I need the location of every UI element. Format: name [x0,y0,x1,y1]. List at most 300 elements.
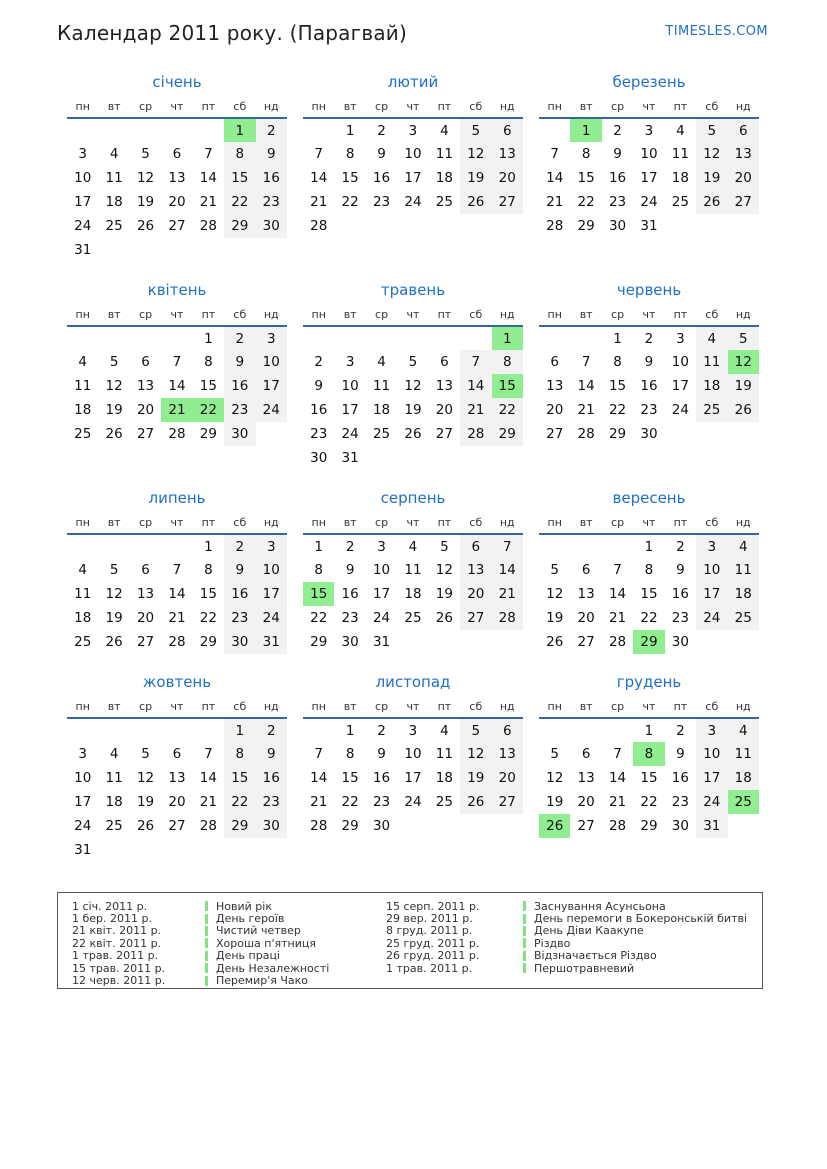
day-cell: 23 [224,606,255,630]
day-cell: 1 [345,722,355,739]
empty-day-cell [98,838,129,862]
day-cell: 12 [460,142,491,166]
day-cell: 22 [224,790,255,814]
holiday-tick-icon [523,914,526,924]
day-cell: 15 [577,170,595,186]
day-cell: 16 [224,374,255,398]
week-row [539,814,759,838]
day-cell: 2 [377,722,386,739]
legend-holiday [205,974,308,987]
day-cell: 20 [492,166,523,190]
day-cell: 16 [640,378,658,394]
empty-day-cell [602,718,633,742]
legend-holiday [523,912,747,925]
empty-day-cell [130,534,161,558]
empty-day-cell [539,534,570,558]
day-cell: 13 [460,558,491,582]
day-cell: 21 [608,610,627,626]
weekday-header: пн [67,512,98,534]
day-cell: 3 [256,326,287,350]
weekday-header: сб [696,512,727,534]
weekday-header: нд [256,304,287,326]
day-cell: 20 [136,610,155,626]
month-block-7 [67,488,287,654]
day-cell: 20 [577,610,595,626]
day-cell: 19 [546,610,564,626]
day-cell: 25 [435,794,453,810]
day-cell: 31 [372,634,391,650]
day-cell: 14 [310,170,328,186]
empty-day-cell [665,214,696,238]
holiday-day-cell: 15 [303,582,334,606]
month-block-9 [539,488,759,654]
legend-row [386,900,762,912]
day-cell: 17 [696,766,727,790]
weekday-header: сб [224,696,255,718]
day-cell: 25 [435,194,453,210]
day-cell: 16 [372,770,391,786]
empty-day-cell [161,326,192,350]
legend-holiday-name: Хороша п'ятниця [216,936,316,950]
empty-day-cell [492,630,523,654]
day-cell: 2 [676,722,685,739]
weekday-header: вт [570,512,601,534]
month-table [67,304,287,446]
day-cell: 16 [256,766,287,790]
day-cell: 12 [136,170,155,186]
holiday-day-cell: 8 [633,742,664,766]
empty-day-cell [67,118,98,142]
day-cell: 31 [696,814,727,838]
holiday-tick-icon [205,914,208,924]
day-cell: 18 [105,194,123,210]
empty-day-cell [130,718,161,742]
day-cell: 22 [224,190,255,214]
month-title: лютий [387,73,439,91]
weekday-header: нд [492,96,523,118]
weekday-header: чт [397,512,428,534]
week-row [67,422,287,446]
months-grid [67,72,759,862]
day-cell: 19 [460,166,491,190]
weekday-header: ср [602,696,633,718]
day-cell: 29 [199,634,217,650]
day-cell: 8 [613,354,622,370]
day-cell: 22 [310,610,328,626]
week-row [303,582,523,606]
empty-day-cell [193,238,224,262]
day-cell: 30 [671,818,689,834]
day-cell: 14 [608,586,627,602]
holiday-day-cell: 26 [539,814,570,838]
day-cell: 11 [671,146,689,162]
weekday-header: ср [366,304,397,326]
day-cell: 7 [172,562,182,578]
weekday-header-row [539,696,759,718]
day-cell: 19 [136,194,155,210]
holiday-tick-icon [205,926,208,936]
day-cell: 16 [341,586,359,602]
day-cell: 13 [546,378,564,394]
empty-day-cell [303,718,334,742]
empty-day-cell [366,214,397,238]
weekday-header: сб [460,696,491,718]
day-cell: 24 [341,426,359,442]
day-cell: 29 [341,818,359,834]
day-cell: 31 [74,242,92,258]
weekday-header: ср [602,512,633,534]
day-cell: 12 [546,586,564,602]
legend-date: 26 груд. 2011 р. [386,949,480,963]
weekday-header: вт [98,304,129,326]
holiday-tick-icon [205,963,208,973]
day-cell: 23 [256,790,287,814]
day-cell: 15 [640,770,658,786]
day-cell: 3 [676,330,685,347]
weekday-header: пн [303,304,334,326]
day-cell: 15 [199,378,217,394]
day-cell: 22 [640,610,658,626]
day-cell: 18 [404,586,422,602]
day-cell: 21 [199,194,217,210]
day-cell: 2 [644,330,654,347]
day-cell: 28 [199,818,217,834]
week-row [539,214,759,238]
day-cell: 4 [728,718,759,742]
day-cell: 30 [224,630,255,654]
weekday-header-row [67,696,287,718]
legend-date: 12 черв. 2011 р. [72,974,166,988]
day-cell: 9 [676,562,685,578]
holidays-legend [57,892,763,989]
week-row [67,582,287,606]
legend-row [72,912,386,924]
day-cell: 25 [671,194,689,210]
month-table [539,696,759,838]
weekday-header: сб [460,512,491,534]
day-cell: 20 [435,402,453,418]
day-cell: 21 [460,398,491,422]
day-cell: 1 [613,330,622,347]
legend-row [72,950,386,962]
day-cell: 12 [546,770,564,786]
legend-holiday [523,949,657,962]
weekday-header-row [539,96,759,118]
empty-day-cell [728,214,759,238]
day-cell: 13 [728,142,759,166]
day-cell: 10 [404,146,422,162]
legend-date: 1 січ. 2011 р. [72,899,148,913]
legend-holiday-name: Заснування Асунсьона [534,899,666,913]
legend-holiday-name: День праці [216,949,280,963]
weekday-header: чт [633,512,664,534]
legend-holiday [523,962,634,975]
empty-day-cell [492,814,523,838]
day-cell: 12 [460,742,491,766]
weekday-header: нд [728,304,759,326]
day-cell: 22 [608,402,627,418]
day-cell: 22 [341,194,359,210]
day-cell: 5 [550,746,559,762]
weekday-header: вт [334,696,365,718]
week-row [67,742,287,766]
day-cell: 27 [136,426,155,442]
day-cell: 26 [696,190,727,214]
day-cell: 9 [377,746,386,762]
week-row [539,118,759,142]
empty-day-cell [460,214,491,238]
day-cell: 4 [696,326,727,350]
week-row [539,582,759,606]
day-cell: 9 [644,354,654,370]
month-block-2 [303,72,523,238]
day-cell: 10 [74,170,92,186]
weekday-header-row [539,304,759,326]
holiday-day-cell: 22 [193,398,224,422]
legend-row [72,900,386,912]
week-row [67,374,287,398]
day-cell: 25 [728,606,759,630]
day-cell: 10 [256,558,287,582]
holiday-tick-icon [523,938,526,948]
week-row [539,766,759,790]
month-title: листопад [375,673,451,691]
empty-day-cell [397,214,428,238]
day-cell: 11 [728,742,759,766]
legend-holiday-name: Новий рік [216,899,272,913]
site-link[interactable]: TIMESLES.COM [665,24,768,39]
day-cell: 4 [408,538,418,555]
day-cell: 18 [671,170,689,186]
day-cell: 11 [696,350,727,374]
weekday-header: пт [429,512,460,534]
day-cell: 1 [314,538,323,555]
weekday-header: сб [224,304,255,326]
empty-day-cell [256,838,287,862]
legend-holiday-name: Відзначається Різдво [534,949,657,963]
weekday-header: пт [429,96,460,118]
day-cell: 18 [435,170,453,186]
day-cell: 24 [404,794,422,810]
week-row [303,190,523,214]
weekday-header: пт [665,304,696,326]
day-cell: 3 [78,746,87,762]
day-cell: 4 [109,746,119,762]
weekday-header: пт [429,696,460,718]
weekday-header-row [303,304,523,326]
weekday-header-row [67,512,287,534]
week-row [67,238,287,262]
empty-day-cell [366,446,397,470]
weekday-header: пт [193,512,224,534]
empty-day-cell [67,326,98,350]
empty-day-cell [602,534,633,558]
month-table [67,512,287,654]
day-cell: 15 [199,586,217,602]
empty-day-cell [460,446,491,470]
day-cell: 3 [377,538,386,555]
legend-row [386,962,762,974]
month-block-10 [67,672,287,862]
empty-day-cell [161,238,192,262]
week-row [539,142,759,166]
day-cell: 29 [199,426,217,442]
weekday-header: пн [67,304,98,326]
day-cell: 7 [613,562,622,578]
day-cell: 12 [696,142,727,166]
month-table [539,96,759,238]
day-cell: 20 [460,582,491,606]
day-cell: 29 [310,634,328,650]
day-cell: 26 [546,634,564,650]
day-cell: 20 [168,794,186,810]
week-row [67,534,287,558]
day-cell: 21 [608,794,627,810]
day-cell: 15 [224,766,255,790]
legend-date: 21 квіт. 2011 р. [72,924,162,938]
day-cell: 6 [581,562,591,578]
day-cell: 29 [608,426,627,442]
day-cell: 9 [256,742,287,766]
day-cell: 18 [105,794,123,810]
week-row [303,534,523,558]
empty-day-cell [429,446,460,470]
weekday-header: ср [130,512,161,534]
day-cell: 9 [224,558,255,582]
day-cell: 28 [608,818,627,834]
day-cell: 31 [640,218,658,234]
day-cell: 22 [492,398,523,422]
weekday-header: нд [492,304,523,326]
day-cell: 13 [577,770,595,786]
day-cell: 14 [168,586,186,602]
legend-date: 25 груд. 2011 р. [386,936,480,950]
day-cell: 31 [74,842,92,858]
empty-day-cell [256,238,287,262]
day-cell: 11 [74,378,92,394]
day-cell: 18 [696,374,727,398]
day-cell: 10 [404,746,422,762]
holiday-tick-icon [205,938,208,948]
day-cell: 6 [141,354,150,370]
day-cell: 2 [224,326,255,350]
day-cell: 23 [608,194,627,210]
day-cell: 23 [310,426,328,442]
empty-day-cell [696,630,727,654]
weekday-header: пн [303,512,334,534]
week-row [67,630,287,654]
day-cell: 24 [696,790,727,814]
day-cell: 9 [224,350,255,374]
day-cell: 24 [372,610,391,626]
legend-holiday-name: День Діви Каакупе [534,924,644,938]
day-cell: 7 [204,146,213,162]
day-cell: 20 [136,402,155,418]
day-cell: 4 [728,534,759,558]
day-cell: 20 [577,794,595,810]
legend-holiday [523,937,570,950]
day-cell: 7 [492,534,523,558]
empty-day-cell [334,214,365,238]
day-cell: 27 [136,634,155,650]
day-cell: 16 [310,402,328,418]
weekday-header-row [67,96,287,118]
legend-holiday [205,937,316,950]
week-row [67,142,287,166]
empty-day-cell [696,214,727,238]
day-cell: 18 [728,582,759,606]
weekday-header: пт [429,304,460,326]
day-cell: 2 [256,718,287,742]
week-row [67,718,287,742]
day-cell: 1 [644,722,654,739]
week-row [303,374,523,398]
week-row [67,190,287,214]
day-cell: 18 [435,770,453,786]
day-cell: 30 [608,218,627,234]
day-cell: 21 [310,194,328,210]
day-cell: 11 [435,146,453,162]
day-cell: 10 [74,770,92,786]
day-cell: 19 [546,794,564,810]
weekday-header: вт [98,96,129,118]
holiday-tick-icon [523,951,526,961]
day-cell: 28 [168,426,186,442]
weekday-header: нд [728,512,759,534]
weekday-header: вт [570,696,601,718]
day-cell: 14 [460,374,491,398]
day-cell: 27 [728,190,759,214]
week-row [67,326,287,350]
weekday-header: вт [98,512,129,534]
day-cell: 2 [613,122,622,139]
day-cell: 27 [460,606,491,630]
weekday-header: пн [539,96,570,118]
day-cell: 6 [440,354,449,370]
weekday-header: ср [602,304,633,326]
weekday-header: чт [161,96,192,118]
day-cell: 22 [199,610,217,626]
day-cell: 12 [136,770,155,786]
day-cell: 18 [74,402,92,418]
week-row [303,718,523,742]
day-cell: 3 [696,534,727,558]
day-cell: 5 [109,354,119,370]
day-cell: 19 [136,794,155,810]
day-cell: 11 [74,586,92,602]
weekday-header: вт [570,96,601,118]
legend-row [386,912,762,924]
day-cell: 15 [608,378,627,394]
weekday-header: сб [224,96,255,118]
day-cell: 10 [671,354,689,370]
day-cell: 26 [435,610,453,626]
legend-date: 15 трав. 2011 р. [72,961,166,975]
day-cell: 8 [492,350,523,374]
legend-right-column [386,900,762,988]
day-cell: 23 [671,794,689,810]
day-cell: 19 [105,402,123,418]
month-block-1 [67,72,287,262]
day-cell: 7 [550,146,559,162]
day-cell: 28 [608,634,627,650]
day-cell: 6 [492,718,523,742]
day-cell: 27 [168,818,186,834]
day-cell: 28 [492,606,523,630]
day-cell: 17 [640,170,658,186]
day-cell: 5 [550,562,559,578]
holiday-day-cell: 1 [492,326,523,350]
